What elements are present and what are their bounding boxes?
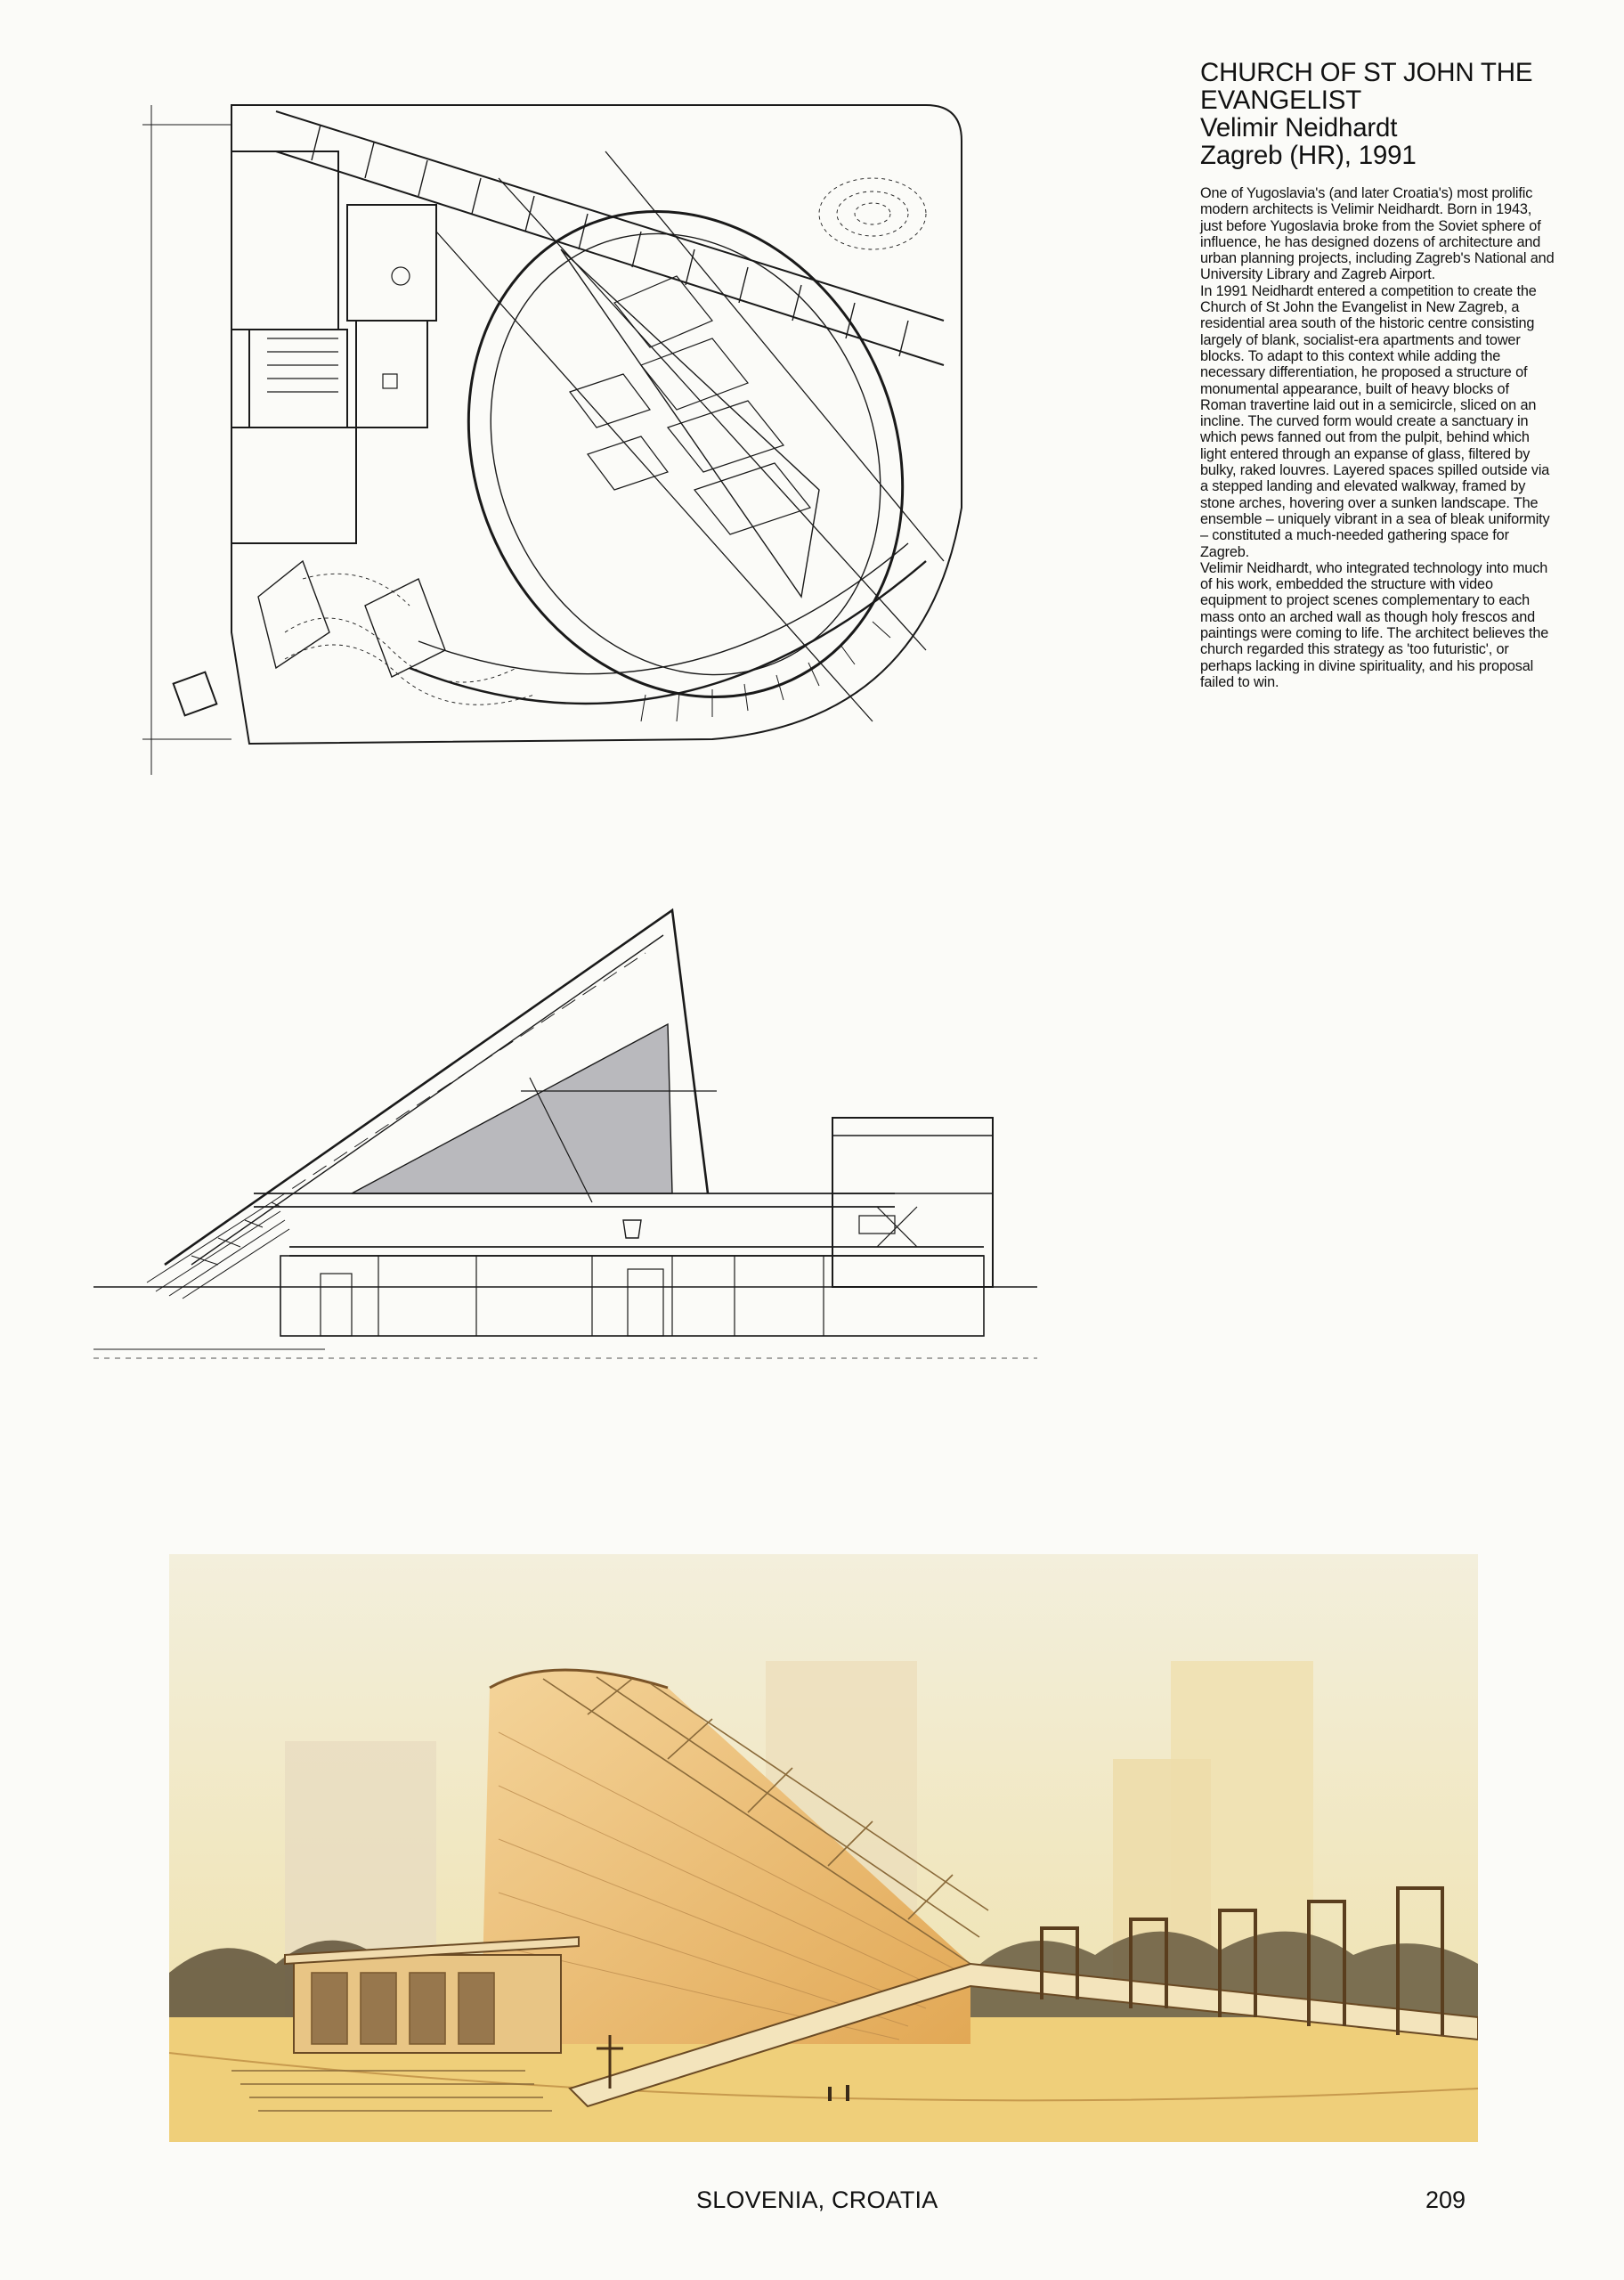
section-drawing (93, 900, 1042, 1363)
footer-region-label: SLOVENIA, CROATIA (696, 2186, 938, 2213)
perspective-rendering (169, 1554, 1478, 2142)
page-number: 209 (1425, 2186, 1466, 2213)
location-year: Zagreb (HR), 1991 (1200, 141, 1417, 170)
floor-plan-drawing (142, 98, 979, 775)
paragraph: Velimir Neidhardt, who integrated technology into much of his work, embedded the structure with video equipment to project scenes complementary to each mass onto an arched wall as though holy frescos and paintings were coming to life. The architect believes the church regarded this strategy as 'too futuristic', or perhaps lacking in divine spirituality, and his proposal failed to win. (1200, 559, 1549, 690)
article-body (1200, 185, 1555, 690)
title-line-2: EVANGELIST (1200, 86, 1362, 115)
article-text-column (1200, 59, 1555, 690)
title-line-1: CHURCH OF ST JOHN THE (1200, 58, 1533, 87)
article-title (1200, 59, 1555, 169)
architect-name: Velimir Neidhardt (1200, 113, 1398, 142)
paragraph: One of Yugoslavia's (and later Croatia's) most prolific modern architects is Velimir Neidhardt. Born in 1943, just before Yugoslavia broke from the Soviet sphere of influence, he has designed dozens of architecture and urban planning projects, including Zagreb's National and University Library and Zagreb Airport. (1200, 185, 1555, 283)
paragraph: In 1991 Neidhardt entered a competition to create the Church of St John the Evangelist in New Zagreb, a residential area south of the historic centre consisting largely of blank, socialist-era apartments and tower blocks. To adapt to this context while adding the necessary differentiation, he proposed a structure of monumental appearance, built of heavy blocks of Roman travertine laid out in a semicircle, sliced on an incline. The curved form would create a sanctuary in which pews fanned out from the pulpit, behind which light entered through an expanse of glass, filtered by bulky, raked louvres. Layered spaces spilled outside via a stepped landing and elevated walkway, framed by stone arches, hovering over a sunken landscape. The ensemble – uniquely vibrant in a sea of bleak uniformity – constituted a much-needed gathering space for Zagreb. (1200, 282, 1550, 560)
